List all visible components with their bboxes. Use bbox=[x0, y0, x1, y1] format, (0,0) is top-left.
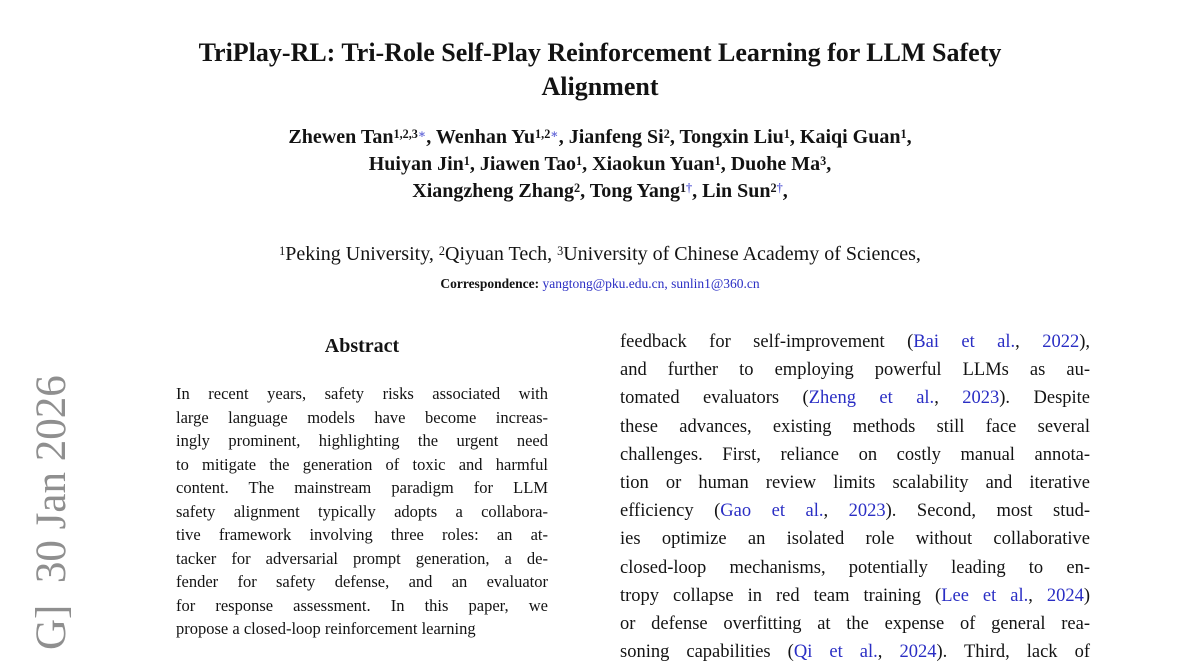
author-name: Duohe Ma bbox=[730, 153, 821, 175]
body-text: or defense overfitting at the expense of general rea- bbox=[620, 614, 1090, 635]
author-superscript: 1 bbox=[714, 153, 721, 168]
abstract-line: content. The mainstream paradigm for LLM bbox=[176, 478, 548, 497]
author-name: Tong Yang bbox=[589, 180, 680, 202]
author-superscript: 2 bbox=[663, 126, 670, 141]
body-text-line bbox=[620, 384, 1090, 412]
body-text-line bbox=[620, 497, 1090, 525]
citation-link[interactable]: Qi et al. bbox=[793, 642, 878, 663]
author-mark: ∗ bbox=[550, 126, 559, 141]
author-line: Xiangzheng Zhang$^2$, Tong Yang$^{1\dagger}$, Lin Sun$^{2\dagger}$, bbox=[412, 180, 788, 202]
body-text: these advances, existing methods still face several bbox=[620, 416, 1090, 437]
body-text: closed-loop mechanisms, potentially leading to en- bbox=[620, 557, 1090, 578]
author-superscript: 3 bbox=[820, 153, 827, 168]
abstract-line: large language models have become increas- bbox=[176, 407, 548, 427]
author-superscript: 1 bbox=[463, 153, 470, 168]
body-text: ies optimize an isolated role without collaborative bbox=[620, 529, 1090, 550]
abstract-line: for response assessment. In this paper, we bbox=[176, 595, 548, 615]
author-superscript: 1,2∗ bbox=[535, 126, 559, 141]
citation-link[interactable]: Bai et al. bbox=[913, 332, 1016, 352]
affiliation-name: Peking University, bbox=[285, 243, 439, 265]
citation-link[interactable]: 2023 bbox=[962, 388, 1000, 409]
abstract-line: fender for safety defense, and an evaluator bbox=[176, 572, 548, 591]
author-name: Huiyan Jin bbox=[368, 153, 464, 175]
arxiv-stamp: G] 30 Jan 2026 bbox=[28, 375, 75, 650]
body-text: , bbox=[1015, 332, 1043, 352]
author-mark: ∗ bbox=[417, 126, 427, 141]
abstract-line: In recent years, safety risks associated with bbox=[176, 384, 548, 403]
author-name: Kaiqi Guan bbox=[799, 126, 901, 148]
paper-title-line1: TriPlay-RL: Tri-Role Self-Play Reinforcement Learning for LLM Safety bbox=[198, 38, 1002, 67]
body-text: , bbox=[877, 642, 900, 663]
body-text: tion or human review limits scalability and iterative bbox=[620, 473, 1090, 494]
abstract-line: tive framework involving three roles: an at- bbox=[176, 525, 548, 544]
citation-link[interactable]: Lee et al. bbox=[941, 585, 1029, 606]
author-superscript: 2† bbox=[770, 180, 783, 195]
affiliation-superscript: 2 bbox=[438, 243, 445, 258]
author-name: Tongxin Liu bbox=[679, 126, 784, 148]
body-text-line bbox=[620, 413, 1090, 441]
abstract-line: propose a closed-loop reinforcement learning bbox=[176, 619, 476, 638]
author-line: Zhewen Tan$^{1,2,3∗}$, Wenhan $Yu^{1,2∗}$, Jianfeng Si$^2$, Tongxin Liu$^1$, Kaiqi Guan$^1$, bbox=[288, 126, 912, 148]
author-name: Lin Sun bbox=[702, 180, 771, 202]
author-superscript: 2 bbox=[573, 180, 581, 195]
body-text: tomated evaluators ( bbox=[620, 388, 809, 409]
author-mark: † bbox=[776, 180, 783, 195]
author-name: Xiaokun Yuan bbox=[592, 153, 715, 175]
correspondence-email-links[interactable]: yangtong@pku.edu.cn, sunlin1@360.cn bbox=[542, 276, 760, 291]
affiliations-line bbox=[0, 241, 1200, 267]
body-text: ). Despite bbox=[999, 388, 1091, 409]
affiliation-name: University of Chinese Academy of Sciences, bbox=[563, 243, 921, 265]
body-text: challenges. First, reliance on costly manual annota- bbox=[620, 444, 1090, 465]
body-text: ). Third, lack of bbox=[936, 642, 1091, 663]
abstract-line: to mitigate the generation of toxic and harmful bbox=[176, 454, 548, 474]
citation-link[interactable]: Gao et al. bbox=[720, 501, 824, 522]
body-text: and further to employing powerful LLMs as au- bbox=[620, 360, 1090, 381]
body-text-line bbox=[620, 328, 1090, 356]
body-text: , bbox=[934, 388, 963, 409]
author-lines bbox=[0, 124, 1200, 205]
author-superscript: 1 bbox=[783, 126, 790, 141]
body-text: ). Second, most stud- bbox=[885, 501, 1090, 522]
body-text: feedback for self-improvement ( bbox=[620, 332, 914, 352]
author-mark: † bbox=[686, 180, 693, 195]
abstract-line: ingly prominent, highlighting the urgent need bbox=[176, 431, 548, 450]
citation-link[interactable]: 2023 bbox=[848, 501, 886, 522]
paper-title bbox=[0, 36, 1200, 104]
paper-title-line2: Alignment bbox=[541, 72, 659, 101]
correspondence-label: Correspondence: bbox=[440, 276, 540, 291]
citation-link[interactable]: 2022 bbox=[1042, 332, 1080, 352]
author-superscript: 1,2,3∗ bbox=[393, 126, 427, 141]
correspondence-line bbox=[0, 275, 1200, 293]
abstract-heading: Abstract bbox=[324, 335, 400, 357]
affiliation-superscript: 3 bbox=[557, 243, 564, 258]
author-name: Xiangzheng Zhang bbox=[412, 180, 574, 202]
abstract-line: safety alignment typically adopts a collabora- bbox=[176, 501, 548, 521]
body-text-line bbox=[620, 610, 1090, 638]
body-text-line bbox=[620, 582, 1090, 610]
body-text: soning capabilities ( bbox=[620, 642, 794, 663]
body-text-line bbox=[620, 469, 1090, 497]
author-name: Zhewen Tan bbox=[288, 126, 394, 148]
body-text: , bbox=[1028, 585, 1047, 606]
body-text-line bbox=[620, 638, 1090, 666]
body-text: ), bbox=[1079, 332, 1090, 352]
author-superscript: 1 bbox=[900, 126, 907, 141]
citation-link[interactable]: 2024 bbox=[899, 642, 937, 663]
author-superscript: 1 bbox=[576, 153, 583, 168]
body-text: efficiency ( bbox=[620, 501, 721, 522]
body-text-line bbox=[620, 554, 1090, 582]
affiliation-superscript: 1 bbox=[279, 243, 286, 258]
abstract-line: tacker for adversarial prompt generation, a de- bbox=[176, 548, 548, 568]
author-name: Wenhan Yu bbox=[435, 126, 536, 148]
author-name: Jiawen Tao bbox=[479, 153, 577, 175]
author-line: Huiyan Jin$^1$, Jiawen Tao$^1$, Xiaokun Yuan$^1$, Duohe Ma$^3$, bbox=[368, 153, 832, 175]
body-text: , bbox=[823, 501, 849, 522]
body-text: ) bbox=[1083, 585, 1090, 606]
author-superscript: 1† bbox=[679, 180, 693, 195]
abstract-section bbox=[176, 332, 548, 641]
intro-column-text bbox=[620, 328, 1091, 663]
citation-link[interactable]: Zheng et al. bbox=[808, 388, 935, 409]
body-text-line bbox=[620, 525, 1090, 553]
body-text-line bbox=[620, 441, 1090, 469]
author-name: Jianfeng Si bbox=[568, 126, 664, 148]
body-text-line bbox=[620, 356, 1090, 384]
body-text: tropy collapse in red team training ( bbox=[620, 585, 942, 606]
abstract-text bbox=[176, 382, 548, 641]
affiliation-name: Qiyuan Tech, bbox=[445, 243, 558, 265]
citation-link[interactable]: 2024 bbox=[1046, 585, 1084, 606]
